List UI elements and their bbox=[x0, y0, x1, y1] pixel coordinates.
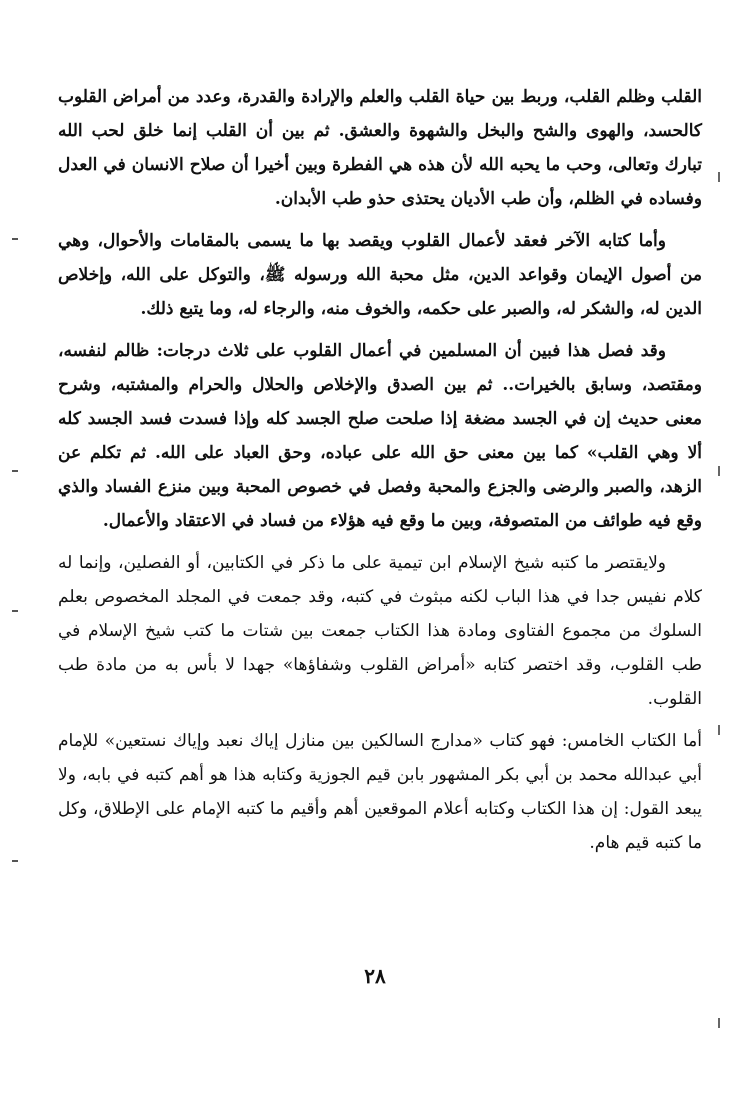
scan-mark bbox=[12, 610, 18, 612]
paragraph-4: ولايقتصر ما كتبه شيخ الإسلام ابن تيمية على ما ذكر في الكتابين، أو الفصلين، وإنما له كلام نفيس جدا في هذا الباب لكنه مبثوث في كتبه، وقد جمعت في المجلد المخصوص بعلم السلوك من مجموع الفتاوى ومادة هذا الكتاب جمعت بين شتات ما كتب شيخ الإسلام في طب القلوب، وقد اختصر كتابه «أمراض القلوب وشفاؤها» جهدا لا بأس به من مادة طب القلوب. bbox=[58, 553, 702, 709]
body-text bbox=[58, 80, 702, 868]
page-number: ٢٨ bbox=[364, 964, 386, 988]
paragraph-3: وقد فصل هذا فبين أن المسلمين في أعمال القلوب على ثلاث درجات: ظالم لنفسه، ومقتصد، وسابق بالخيرات.. ثم بين الصدق والإخلاص والحلال والحرام والمشتبه، وشرح معنى حديث إن في الجسد مضغة إذا صلحت صلح الجسد كله وإذا فسدت فسد الجسد كله ألا وهي القلب» كما بين معنى حق الله على عباده، وحق العباد على الله. ثم تكلم عن الزهد، والصبر والرضى والجزع والمحبة وفصل في خصوص المحبة وبين منزع الفساد والذي وقع فيه طوائف من المتصوفة، وبين ما وقع فيه هؤلاء من فساد في الاعتقاد والأعمال. bbox=[58, 341, 702, 531]
paragraph-2: وأما كتابه الآخر فعقد لأعمال القلوب ويقصد بها ما يسمى بالمقامات والأحوال، وهي من أصول الإيمان وقواعد الدين، مثل محبة الله ورسوله ﷺ، والتوكل على الله، وإخلاص الدين له، والشكر له، والصبر على حكمه، والخوف منه، والرجاء له، وما يتبع ذلك. bbox=[58, 231, 702, 319]
paragraph-5: أما الكتاب الخامس: فهو كتاب «مدارج السالكين بين منازل إياك نعبد وإياك نستعين» للإمام أبي عبدالله محمد بن أبي بكر المشهور بابن قيم الجوزية وكتابه هذا هو أهم كتبه في بابه، ولا يبعد القول: إن هذا الكتاب وكتابه أعلام الموقعين أهم وأقيم ما كتبه الإمام على الإطلاق، وكل ما كتبه قيم هام. bbox=[58, 731, 702, 853]
scan-mark bbox=[12, 860, 18, 862]
scan-mark bbox=[718, 172, 720, 182]
scan-mark bbox=[12, 470, 18, 472]
scan-mark bbox=[718, 725, 720, 735]
scan-mark bbox=[12, 238, 18, 240]
scan-mark bbox=[718, 1018, 720, 1028]
paragraph-1: القلب وظلم القلب، وربط بين حياة القلب والعلم والإرادة والقدرة، وعدد من أمراض القلوب كالحسد، والهوى والشح والبخل والشهوة والعشق. ثم بين أن القلب إنما خلق لحب الله تبارك وتعالى، وحب ما يحبه الله لأن هذه هي الفطرة وبين أخيرا أن صلاح الانسان في العدل وفساده في الظلم، وأن طب الأديان يحتذى حذو طب الأبدان. bbox=[58, 87, 702, 209]
scan-mark bbox=[718, 466, 720, 476]
